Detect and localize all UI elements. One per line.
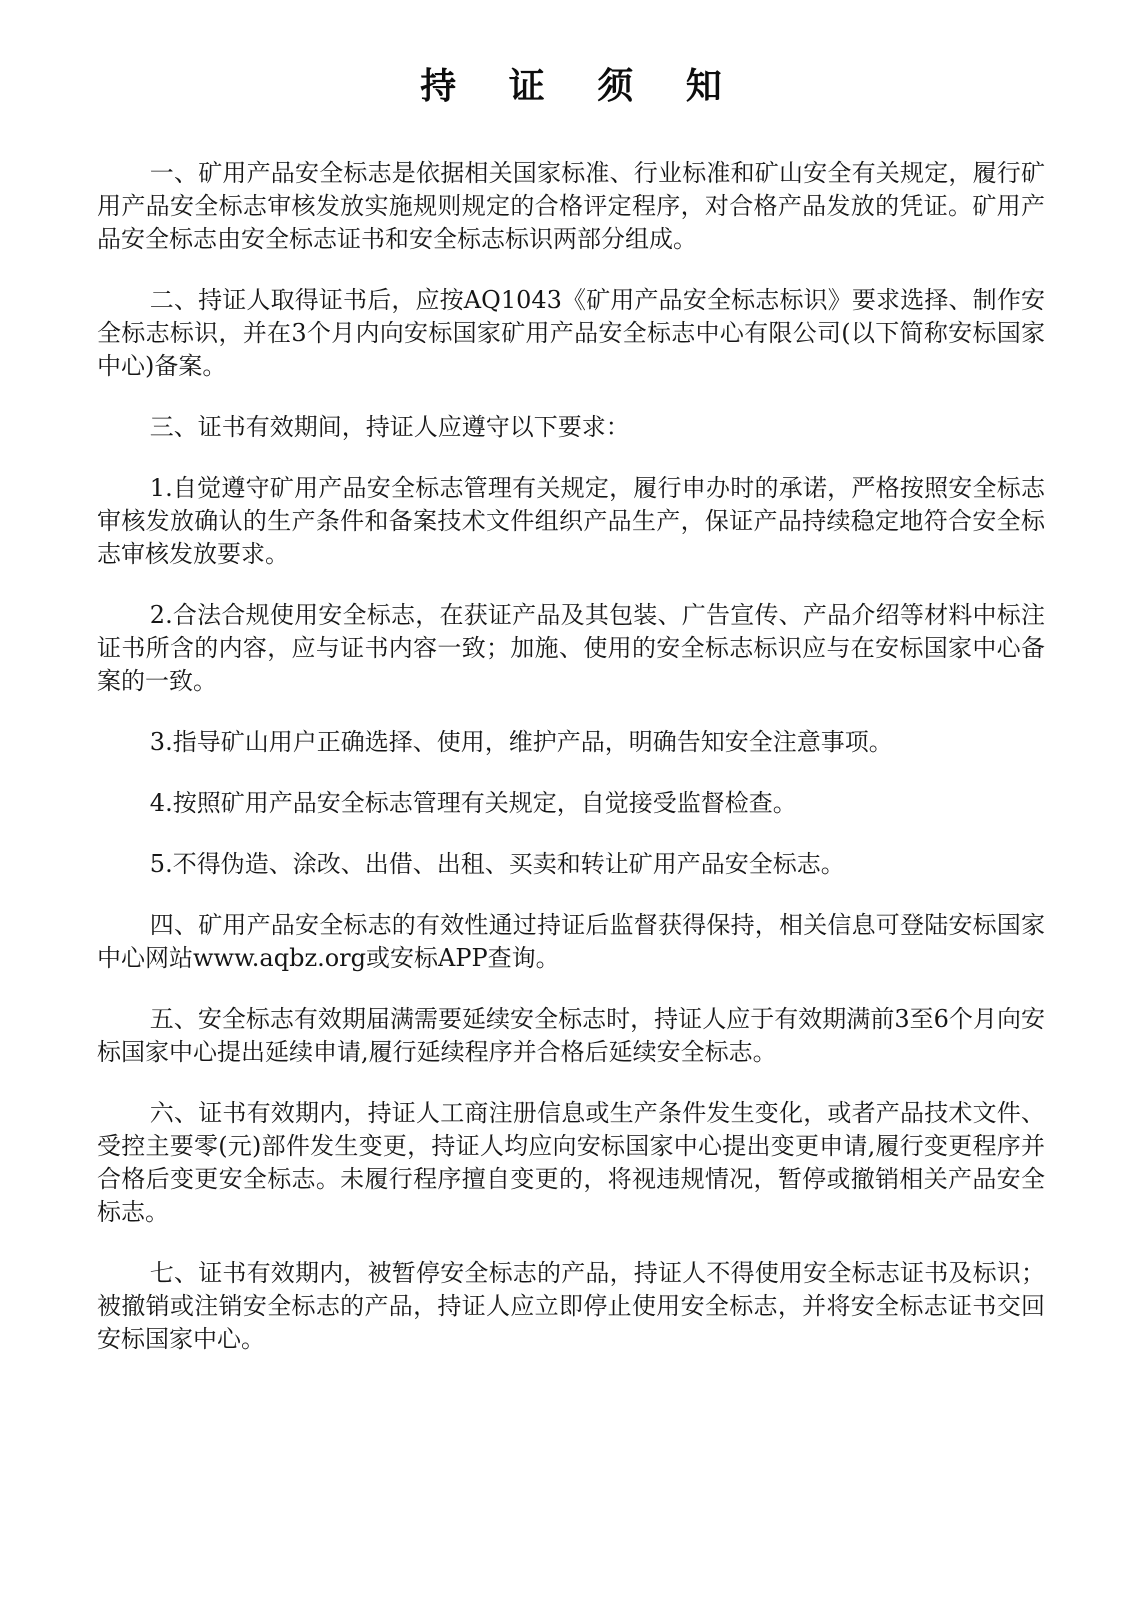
paragraph-item-5: 5.不得伪造、涂改、出借、出租、买卖和转让矿用产品安全标志。 — [149, 850, 845, 878]
paragraph-item-1: 1.自觉遵守矿用产品安全标志管理有关规定，履行申办时的承诺，严格按照安全标志审核发放确认的生产条件和备案技术文件组织产品生产，保证产品持续稳定地符合安全标志审核发放要求。 — [97, 474, 1045, 568]
paragraph-4: 四、矿用产品安全标志的有效性通过持证后监督获得保持，相关信息可登陆安标国家中心网站www.aqbz.org或安标APP查询。 — [97, 911, 1045, 972]
paragraph-item-3: 3.指导矿山用户正确选择、使用，维护产品，明确告知安全注意事项。 — [149, 728, 893, 756]
paragraph-item-4: 4.按照矿用产品安全标志管理有关规定，自觉接受监督检查。 — [149, 789, 797, 817]
paragraph-1: 一、矿用产品安全标志是依据相关国家标准、行业标准和矿山安全有关规定，履行矿用产品安全标志审核发放实施规则规定的合格评定程序，对合格产品发放的凭证。矿用产品安全标志由安全标志证书和安全标志标识两部分组成。 — [97, 159, 1045, 253]
paragraph-5: 五、安全标志有效期届满需要延续安全标志时，持证人应于有效期满前3至6个月向安标国家中心提出延续申请,履行延续程序并合格后延续安全标志。 — [97, 1005, 1045, 1066]
paragraph-3: 三、证书有效期间，持证人应遵守以下要求： — [149, 413, 630, 441]
page-title: 持 证 须 知 — [420, 65, 742, 107]
paragraph-2: 二、持证人取得证书后，应按AQ1043《矿用产品安全标志标识》要求选择、制作安全标志标识，并在3个月内向安标国家矿用产品安全标志中心有限公司(以下简称安标国家中心)备案。 — [97, 286, 1045, 380]
paragraph-6: 六、证书有效期内，持证人工商注册信息或生产条件发生变化，或者产品技术文件、受控主要零(元)部件发生变更，持证人均应向安标国家中心提出变更申请,履行变更程序并合格后变更安全标志。未履行程序擅自变更的，将视违规情况，暂停或撤销相关产品安全标志。 — [97, 1099, 1045, 1226]
paragraph-item-2: 2.合法合规使用安全标志，在获证产品及其包装、广告宣传、产品介绍等材料中标注证书所含的内容，应与证书内容一致；加施、使用的安全标志标识应与在安标国家中心备案的一致。 — [97, 601, 1045, 695]
paragraph-7: 七、证书有效期内，被暂停安全标志的产品，持证人不得使用安全标志证书及标识；被撤销或注销安全标志的产品，持证人应立即停止使用安全标志，并将安全标志证书交回安标国家中心。 — [97, 1259, 1045, 1353]
